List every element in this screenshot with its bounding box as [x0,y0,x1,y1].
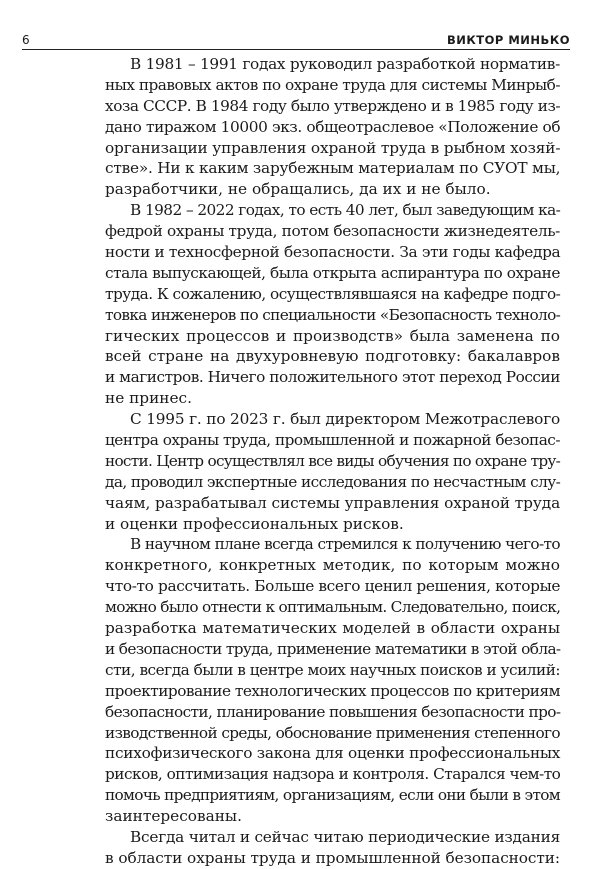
text-line: заинтересованы. [105,807,242,826]
text-line: можно было отнести к оптимальным. Следовательно, поиск, [105,598,561,617]
text-line: и оценки профессиональных рисков. [105,514,404,533]
page-number: 6 [22,33,30,47]
text-line: не принес. [105,389,192,408]
text-line: и магистров. Ничего положительного этот переход России [105,368,560,387]
text-line: Всегда читал и сейчас читаю периодические издания [130,827,560,846]
text-line: стала выпускающей, была открыта аспирантура по охране [105,263,560,282]
text-line: проектирование технологических процессов по критериям [105,681,560,700]
text-line: да, проводил экспертные исследования по несчастным слу- [105,472,561,491]
text-line: что-то рассчитать. Больше всего ценил решения, которые [105,577,561,596]
text-line: гических процессов и производств» была заменена по [105,326,560,345]
page-header [22,30,570,50]
text-line: и безопасности труда, применение математики в этой обла- [105,639,561,658]
text-line: рисков, оптимизация надзора и контроля. Старался чем-то [105,765,561,784]
text-line: В 1982 – 2022 годах, то есть 40 лет, был заведующим ка- [130,201,561,220]
text-line: хоза СССР. В 1984 году было утверждено и в 1985 году из- [105,96,561,115]
body-text [105,54,560,869]
text-line: дано тиражом 10000 экз. общеотраслевое «Положение об [105,117,561,136]
text-line: товка инженеров по специальности «Безопасность техноло- [105,305,561,324]
text-line: труда. К сожалению, осуществлявшаяся на кафедре подго- [105,284,561,303]
text-line: В 1981 – 1991 годах руководил разработкой норматив- [130,55,560,73]
text-line: разработчики, не обращались, да их и не было. [105,180,491,199]
text-line: организации управления охраной труда в рыбном хозяй- [105,138,561,157]
text-line: ных правовых актов по охране труда для системы Минрыб- [105,75,560,94]
text-line: ности и техносферной безопасности. За эти годы кафедра [105,243,561,262]
text-line: чаям, разрабатывал системы управления охраной труда [105,493,561,512]
text-line: В научном плане всегда стремился к получению чего-то [130,535,560,554]
text-line: помочь предприятиям, организациям, если они были в этом [105,786,560,805]
text-line: всей стране на двухуровневую подготовку: бакалавров [105,347,560,366]
text-line: изводственной среды, обоснование применения степенного [105,723,560,742]
text-line: конкретного, конкретных методик, по которым можно [105,556,560,575]
text-line: центра охраны труда, промышленной и пожарной безопас- [105,431,560,450]
text-line: в области охраны труда и промышленной безопасности: [105,848,560,867]
running-head: ВИКТОР МИНЬКО [447,32,570,47]
text-line: психофизического закона для оценки профессиональных [105,744,561,763]
text-line: С 1995 г. по 2023 г. был директором Межотраслевого [130,410,561,429]
text-line: сти, всегда были в центре моих научных поисков и усилий: [105,660,561,679]
text-line: стве». Ни к каким зарубежным материалам по СУОТ мы, [105,159,561,178]
text-line: ности. Центр осуществлял все виды обучения по охране тру- [105,451,561,470]
text-line: безопасности, планирование повышения безопасности про- [105,702,561,721]
text-line: разработка математических моделей в области охраны [105,619,560,638]
text-line: федрой охраны труда, потом безопасности жизнедеятель- [105,222,560,241]
